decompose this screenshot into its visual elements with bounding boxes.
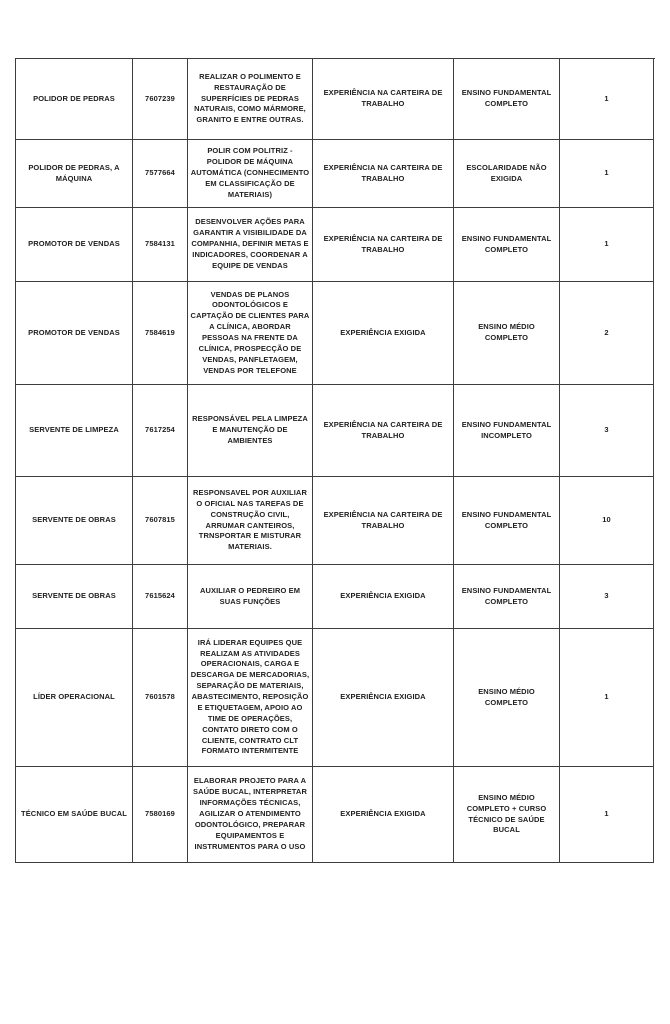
cell-code: 7607815 — [133, 477, 188, 565]
cell-code: 7615624 — [133, 565, 188, 629]
cell-education: ESCOLARIDADE NÃO EXIGIDA — [454, 140, 560, 208]
cell-experience: EXPERIÊNCIA NA CARTEIRA DE TRABALHO — [313, 208, 454, 282]
cell-quantity: 1 — [560, 208, 654, 282]
cell-experience: EXPERIÊNCIA NA CARTEIRA DE TRABALHO — [313, 385, 454, 477]
cell-occupation: LÍDER OPERACIONAL — [16, 629, 133, 767]
cell-quantity: 3 — [560, 385, 654, 477]
table-row — [16, 767, 654, 863]
cell-quantity: 1 — [560, 767, 654, 863]
cell-quantity: 2 — [560, 282, 654, 385]
cell-occupation: SERVENTE DE LIMPEZA — [16, 385, 133, 477]
cell-code: 7584131 — [133, 208, 188, 282]
cell-description: DESENVOLVER AÇÕES PARA GARANTIR A VISIBILIDADE DA COMPANHIA, DEFINIR METAS E INDICADORES, COORDENAR A EQUIPE DE VENDAS — [188, 208, 313, 282]
cell-experience: EXPERIÊNCIA EXIGIDA — [313, 767, 454, 863]
cell-occupation: POLIDOR DE PEDRAS, A MÁQUINA — [16, 140, 133, 208]
cell-education: ENSINO MÉDIO COMPLETO — [454, 282, 560, 385]
cell-occupation: PROMOTOR DE VENDAS — [16, 282, 133, 385]
table-row — [16, 565, 654, 629]
cell-quantity: 1 — [560, 140, 654, 208]
cell-occupation: SERVENTE DE OBRAS — [16, 565, 133, 629]
cell-experience: EXPERIÊNCIA NA CARTEIRA DE TRABALHO — [313, 140, 454, 208]
cell-experience: EXPERIÊNCIA EXIGIDA — [313, 282, 454, 385]
cell-code: 7617254 — [133, 385, 188, 477]
table-row — [16, 282, 654, 385]
cell-description: RESPONSAVEL POR AUXILIAR O OFICIAL NAS TAREFAS DE CONSTRUÇÃO CIVIL, ARRUMAR CANTEIROS, TRNSPORTAR E MISTURAR MATERIAIS. — [188, 477, 313, 565]
cell-education: ENSINO FUNDAMENTAL INCOMPLETO — [454, 385, 560, 477]
table-row — [16, 629, 654, 767]
cell-education: ENSINO FUNDAMENTAL COMPLETO — [454, 208, 560, 282]
cell-experience: EXPERIÊNCIA NA CARTEIRA DE TRABALHO — [313, 477, 454, 565]
cell-description: VENDAS DE PLANOS ODONTOLÓGICOS E CAPTAÇÃO DE CLIENTES PARA A CLÍNICA, ABORDAR PESSOAS NA FRENTE DA CLÍNICA, PROSPECÇÃO DE VENDAS, PANFLETAGEM, VENDAS POR TELEFONE — [188, 282, 313, 385]
cell-description: IRÁ LIDERAR EQUIPES QUE REALIZAM AS ATIVIDADES OPERACIONAIS, CARGA E DESCARGA DE MERCADORIAS, SEPARAÇÃO DE MATERIAIS, ABASTECIMENTO, REPOSIÇÃO E ETIQUETAGEM, APOIO AO TIME DE OPERAÇÕES, CONTATO DIRETO COM O CLIENTE, CONTRATO CLT FORMATO INTERMITENTE — [188, 629, 313, 767]
cell-experience: EXPERIÊNCIA EXIGIDA — [313, 629, 454, 767]
cell-code: 7601578 — [133, 629, 188, 767]
cell-description: REALIZAR O POLIMENTO E RESTAURAÇÃO DE SUPERFÍCIES DE PEDRAS NATURAIS, COMO MÁRMORE, GRANITO E ENTRE OUTRAS. — [188, 59, 313, 140]
cell-education: ENSINO FUNDAMENTAL COMPLETO — [454, 477, 560, 565]
cell-education: ENSINO MÉDIO COMPLETO — [454, 629, 560, 767]
cell-description: AUXILIAR O PEDREIRO EM SUAS FUNÇÕES — [188, 565, 313, 629]
cell-code: 7584619 — [133, 282, 188, 385]
cell-code: 7577664 — [133, 140, 188, 208]
table-row — [16, 140, 654, 208]
cell-experience: EXPERIÊNCIA EXIGIDA — [313, 565, 454, 629]
table-row — [16, 59, 654, 140]
cell-code: 7607239 — [133, 59, 188, 140]
cell-description: RESPONSÁVEL PELA LIMPEZA E MANUTENÇÃO DE AMBIENTES — [188, 385, 313, 477]
cell-occupation: POLIDOR DE PEDRAS — [16, 59, 133, 140]
cell-quantity: 1 — [560, 59, 654, 140]
table-row — [16, 477, 654, 565]
cell-description: ELABORAR PROJETO PARA A SAÚDE BUCAL, INTERPRETAR INFORMAÇÕES TÉCNICAS, AGILIZAR O ATENDIMENTO ODONTOLÓGICO, PREPARAR EQUIPAMENTOS E INSTRUMENTOS PARA O USO — [188, 767, 313, 863]
cell-description: POLIR COM POLITRIZ - POLIDOR DE MÁQUINA AUTOMÁTICA (CONHECIMENTO EM CLASSIFICAÇÃO DE MATERIAIS) — [188, 140, 313, 208]
cell-quantity: 1 — [560, 629, 654, 767]
cell-occupation: TÉCNICO EM SAÚDE BUCAL — [16, 767, 133, 863]
cell-education: ENSINO FUNDAMENTAL COMPLETO — [454, 565, 560, 629]
cell-experience: EXPERIÊNCIA NA CARTEIRA DE TRABALHO — [313, 59, 454, 140]
cell-education: ENSINO FUNDAMENTAL COMPLETO — [454, 59, 560, 140]
cell-education: ENSINO MÉDIO COMPLETO + CURSO TÉCNICO DE SAÚDE BUCAL — [454, 767, 560, 863]
table-row — [16, 208, 654, 282]
cell-code: 7580169 — [133, 767, 188, 863]
job-table — [15, 58, 655, 863]
cell-occupation: SERVENTE DE OBRAS — [16, 477, 133, 565]
cell-quantity: 10 — [560, 477, 654, 565]
cell-quantity: 3 — [560, 565, 654, 629]
cell-occupation: PROMOTOR DE VENDAS — [16, 208, 133, 282]
table-row — [16, 385, 654, 477]
